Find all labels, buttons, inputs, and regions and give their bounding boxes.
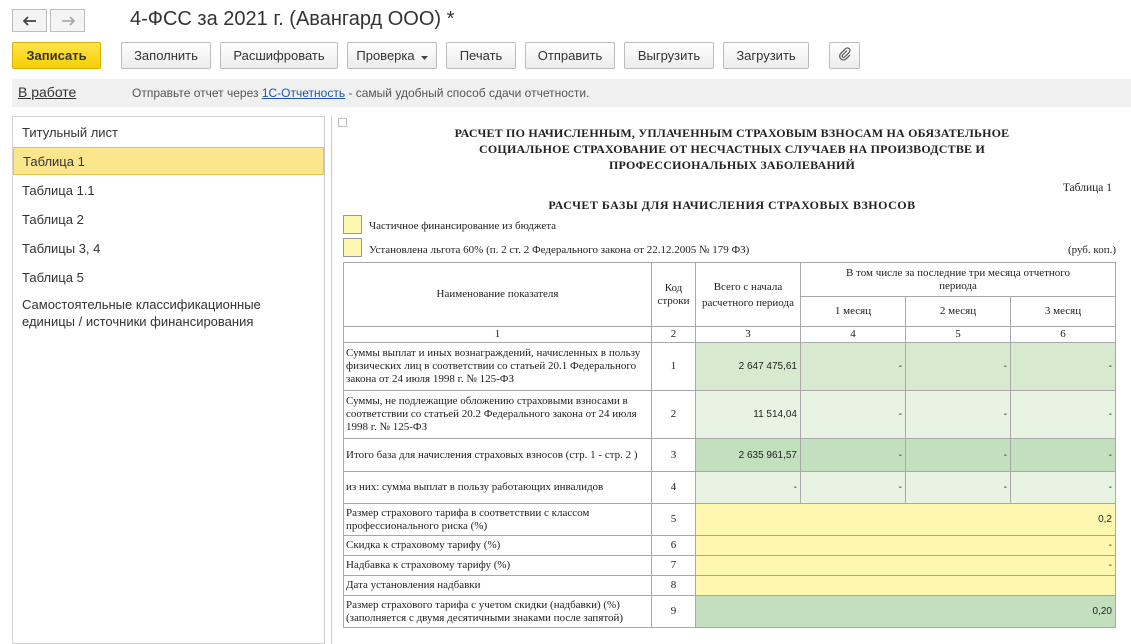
row-1-month-2-cell[interactable]: - xyxy=(906,343,1011,391)
status-link[interactable]: В работе xyxy=(18,84,77,100)
column-number: 2 xyxy=(652,327,696,343)
sidebar-item-table-1-1[interactable]: Таблица 1.1 xyxy=(22,182,95,198)
row-1-month-3-cell[interactable]: - xyxy=(1011,343,1116,391)
arrow-right-icon xyxy=(61,16,75,26)
adjusted-tariff-cell: 0,20 xyxy=(696,596,1116,628)
sidebar-item-table-5[interactable]: Таблица 5 xyxy=(22,269,84,285)
base-calculation-table xyxy=(343,262,1116,628)
form-title-line: РАСЧЕТ ПО НАЧИСЛЕННЫМ, УПЛАЧЕННЫМ СТРАХОВЫМ ВЗНОСАМ НА ОБЯЗАТЕЛЬНОЕ xyxy=(454,126,1010,140)
fill-button[interactable]: Заполнить xyxy=(121,42,211,69)
paperclip-icon xyxy=(839,47,851,64)
row-name: Размер страхового тарифа в соответствии с классом профессионального риска (%) xyxy=(344,504,652,536)
row-2-total-cell[interactable]: 11 514,04 xyxy=(696,391,801,439)
triangle-down-icon xyxy=(421,48,428,63)
row-code: 4 xyxy=(652,472,696,504)
row-2-month-1-cell[interactable]: - xyxy=(801,391,906,439)
header-name: Наименование показателя xyxy=(344,263,652,327)
discount-cell[interactable]: - xyxy=(696,536,1116,556)
row-name: Размер страхового тарифа с учетом скидки (надбавки) (%) (заполняется с двумя десятичными знаками после запятой) xyxy=(344,596,652,628)
row-1-total-cell[interactable]: 2 647 475,61 xyxy=(696,343,801,391)
row-3-month-1-cell: - xyxy=(801,439,906,472)
budget-financing-label: Частичное финансирование из бюджета xyxy=(369,220,557,232)
form-title xyxy=(332,125,1131,173)
decode-button[interactable]: Расшифровать xyxy=(220,42,338,69)
form-title-line: СОЦИАЛЬНОЕ СТРАХОВАНИЕ ОТ НЕСЧАСТНЫХ СЛУЧАЕВ НА ПРОИЗВОДСТВЕ И xyxy=(479,142,985,156)
header-last-three-months: В том числе за последние три месяца отчетного периода xyxy=(801,263,1116,297)
send-button[interactable]: Отправить xyxy=(525,42,615,69)
budget-financing-checkbox[interactable] xyxy=(343,215,362,234)
info-bar xyxy=(12,79,1131,107)
header-total: Всего с начала расчетного периода xyxy=(696,263,801,327)
sidebar-item-title-page[interactable]: Титульный лист xyxy=(22,124,119,140)
column-number: 3 xyxy=(696,327,801,343)
header-month-2: 2 месяц xyxy=(906,297,1011,327)
check-dropdown-button[interactable] xyxy=(347,42,437,69)
row-code: 2 xyxy=(652,391,696,439)
sections-sidebar xyxy=(12,116,325,644)
row-2-month-3-cell[interactable]: - xyxy=(1011,391,1116,439)
surcharge-cell[interactable]: - xyxy=(696,556,1116,576)
forward-button[interactable] xyxy=(50,9,85,32)
form-title-line: ПРОФЕССИОНАЛЬНЫХ ЗАБОЛЕВАНИЙ xyxy=(608,158,856,172)
row-name: Скидка к страховому тарифу (%) xyxy=(344,536,652,556)
tariff-rate-cell[interactable]: 0,2 xyxy=(696,504,1116,536)
sidebar-item-classification-units[interactable]: Самостоятельные классификационные единицы / источники финансирования xyxy=(22,297,261,329)
sidebar-item-tables-3-4[interactable]: Таблицы 3, 4 xyxy=(22,240,101,256)
row-code: 9 xyxy=(652,596,696,628)
save-button[interactable]: Записать xyxy=(12,42,101,69)
section-title: РАСЧЕТ БАЗЫ ДЛЯ НАЧИСЛЕНИЯ СТРАХОВЫХ ВЗНОСОВ xyxy=(548,198,916,212)
row-name: Итого база для начисления страховых взносов (стр. 1 - стр. 2 ) xyxy=(344,439,652,472)
column-number: 5 xyxy=(906,327,1011,343)
print-button[interactable]: Печать xyxy=(446,42,516,69)
row-name: Суммы, не подлежащие обложению страховыми взносами в соответствии со статьей 20.2 Федерального закона от 24 июля 1998 г. № 125-ФЗ xyxy=(344,391,652,439)
report-form xyxy=(331,116,1131,644)
column-number: 4 xyxy=(801,327,906,343)
benefit-60-label: Установлена льгота 60% (п. 2 ст. 2 Федерального закона от 22.12.2005 № 179 ФЗ) xyxy=(369,244,750,256)
table-number: Таблица 1 xyxy=(1062,182,1112,194)
info-text-after: - самый удобный способ сдачи отчетности. xyxy=(345,86,590,100)
row-1-month-1-cell[interactable]: - xyxy=(801,343,906,391)
row-3-total-cell: 2 635 961,57 xyxy=(696,439,801,472)
info-message xyxy=(132,86,589,100)
row-name: из них: сумма выплат в пользу работающих инвалидов xyxy=(344,472,652,504)
arrow-left-icon xyxy=(23,16,37,26)
row-code: 5 xyxy=(652,504,696,536)
row-4-month-2-cell[interactable]: - xyxy=(906,472,1011,504)
row-2-month-2-cell[interactable]: - xyxy=(906,391,1011,439)
row-code: 6 xyxy=(652,536,696,556)
header-month-3: 3 месяц xyxy=(1011,297,1116,327)
sidebar-item-table-1[interactable]: Таблица 1 xyxy=(13,147,324,175)
import-button[interactable]: Загрузить xyxy=(723,42,809,69)
surcharge-date-cell[interactable] xyxy=(696,576,1116,596)
row-code: 8 xyxy=(652,576,696,596)
attach-button[interactable] xyxy=(829,42,860,69)
column-number: 6 xyxy=(1011,327,1116,343)
back-button[interactable] xyxy=(12,9,47,32)
otchetnost-link[interactable]: 1С-Отчетность xyxy=(261,86,346,100)
header-month-1: 1 месяц xyxy=(801,297,906,327)
window-title: 4-ФСС за 2021 г. (Авангард ООО) * xyxy=(130,8,455,30)
info-text-before: Отправьте отчет через xyxy=(132,86,262,100)
row-name: Суммы выплат и иных вознаграждений, начисленных в пользу физических лиц в соответствии со статьей 20.1 Федерального закона от 24 июля 1998 г. № 125-ФЗ xyxy=(344,343,652,391)
export-button[interactable]: Выгрузить xyxy=(624,42,714,69)
row-3-month-2-cell: - xyxy=(906,439,1011,472)
row-4-total-cell[interactable]: - xyxy=(696,472,801,504)
row-name: Дата установления надбавки xyxy=(344,576,652,596)
row-3-month-3-cell: - xyxy=(1011,439,1116,472)
row-name: Надбавка к страховому тарифу (%) xyxy=(344,556,652,576)
row-code: 3 xyxy=(652,439,696,472)
row-4-month-3-cell[interactable]: - xyxy=(1011,472,1116,504)
units-label: (руб. коп.) xyxy=(1067,244,1116,256)
benefit-60-checkbox[interactable] xyxy=(343,238,362,257)
row-4-month-1-cell[interactable]: - xyxy=(801,472,906,504)
header-code: Код строки xyxy=(652,263,696,327)
check-button-label: Проверка xyxy=(356,48,415,63)
row-code: 1 xyxy=(652,343,696,391)
column-number: 1 xyxy=(344,327,652,343)
sidebar-item-table-2[interactable]: Таблица 2 xyxy=(22,211,84,227)
row-code: 7 xyxy=(652,556,696,576)
